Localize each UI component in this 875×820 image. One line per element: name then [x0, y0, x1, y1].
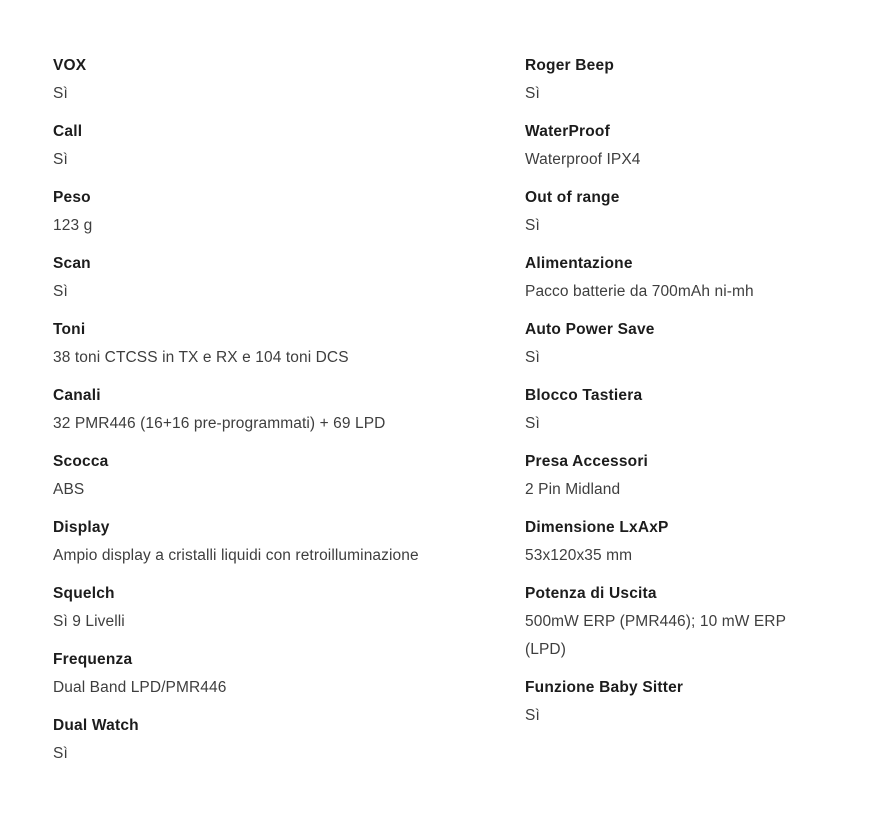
specs-column-right — [525, 52, 822, 778]
spec-label: Blocco Tastiera — [525, 387, 643, 404]
spec-label: Funzione Baby Sitter — [525, 679, 684, 696]
spec-label: Presa Accessori — [525, 453, 649, 470]
spec-item — [525, 118, 822, 174]
spec-value: Sì — [53, 283, 68, 300]
spec-item — [525, 580, 822, 664]
spec-item — [53, 52, 525, 108]
spec-value: 2 Pin Midland — [525, 481, 621, 498]
spec-item — [53, 316, 525, 372]
spec-value: 500mW ERP (PMR446); 10 mW ERP (LPD) — [525, 613, 786, 658]
spec-label: Peso — [53, 189, 91, 206]
spec-value: Sì — [53, 745, 68, 762]
spec-item — [53, 184, 525, 240]
spec-value: Sì — [525, 85, 540, 102]
spec-value: Sì — [525, 707, 540, 724]
spec-item — [53, 118, 525, 174]
spec-label: Call — [53, 123, 83, 140]
spec-label: WaterProof — [525, 123, 610, 140]
spec-item — [53, 382, 525, 438]
spec-label: Scan — [53, 255, 91, 272]
spec-value: 123 g — [53, 217, 93, 234]
spec-item — [53, 646, 525, 702]
spec-value: Sì — [525, 349, 540, 366]
spec-label: Dimensione LxAxP — [525, 519, 669, 536]
spec-label: Alimentazione — [525, 255, 633, 272]
spec-value: Ampio display a cristalli liquidi con retroilluminazione — [53, 547, 419, 564]
spec-label: Roger Beep — [525, 57, 614, 74]
spec-item — [525, 52, 822, 108]
spec-label: Scocca — [53, 453, 109, 470]
spec-label: Canali — [53, 387, 101, 404]
specs-column-left — [53, 52, 525, 778]
spec-item — [525, 250, 822, 306]
spec-item — [525, 448, 822, 504]
spec-value: Sì — [525, 217, 540, 234]
spec-item — [525, 514, 822, 570]
spec-label: Squelch — [53, 585, 115, 602]
spec-item — [525, 674, 822, 730]
spec-value: Dual Band LPD/PMR446 — [53, 679, 227, 696]
spec-value: Sì — [525, 415, 540, 432]
spec-value: Pacco batterie da 700mAh ni-mh — [525, 283, 754, 300]
spec-value: 32 PMR446 (16+16 pre-programmati) + 69 LPD — [53, 415, 386, 432]
spec-value: 53x120x35 mm — [525, 547, 633, 564]
spec-label: Display — [53, 519, 110, 536]
spec-value: Sì — [53, 151, 68, 168]
spec-value: 38 toni CTCSS in TX e RX e 104 toni DCS — [53, 349, 349, 366]
spec-item — [525, 184, 822, 240]
spec-item — [53, 514, 525, 570]
spec-item — [525, 316, 822, 372]
spec-value: ABS — [53, 481, 85, 498]
spec-item — [53, 712, 525, 768]
spec-label: Dual Watch — [53, 717, 139, 734]
spec-label: Out of range — [525, 189, 620, 206]
spec-item — [53, 448, 525, 504]
spec-item — [53, 580, 525, 636]
spec-item — [53, 250, 525, 306]
spec-value: Sì — [53, 85, 68, 102]
spec-item — [525, 382, 822, 438]
spec-label: VOX — [53, 57, 87, 74]
spec-label: Frequenza — [53, 651, 133, 668]
spec-label: Toni — [53, 321, 86, 338]
spec-value: Sì 9 Livelli — [53, 613, 125, 630]
spec-label: Auto Power Save — [525, 321, 655, 338]
spec-label: Potenza di Uscita — [525, 585, 657, 602]
spec-value: Waterproof IPX4 — [525, 151, 641, 168]
